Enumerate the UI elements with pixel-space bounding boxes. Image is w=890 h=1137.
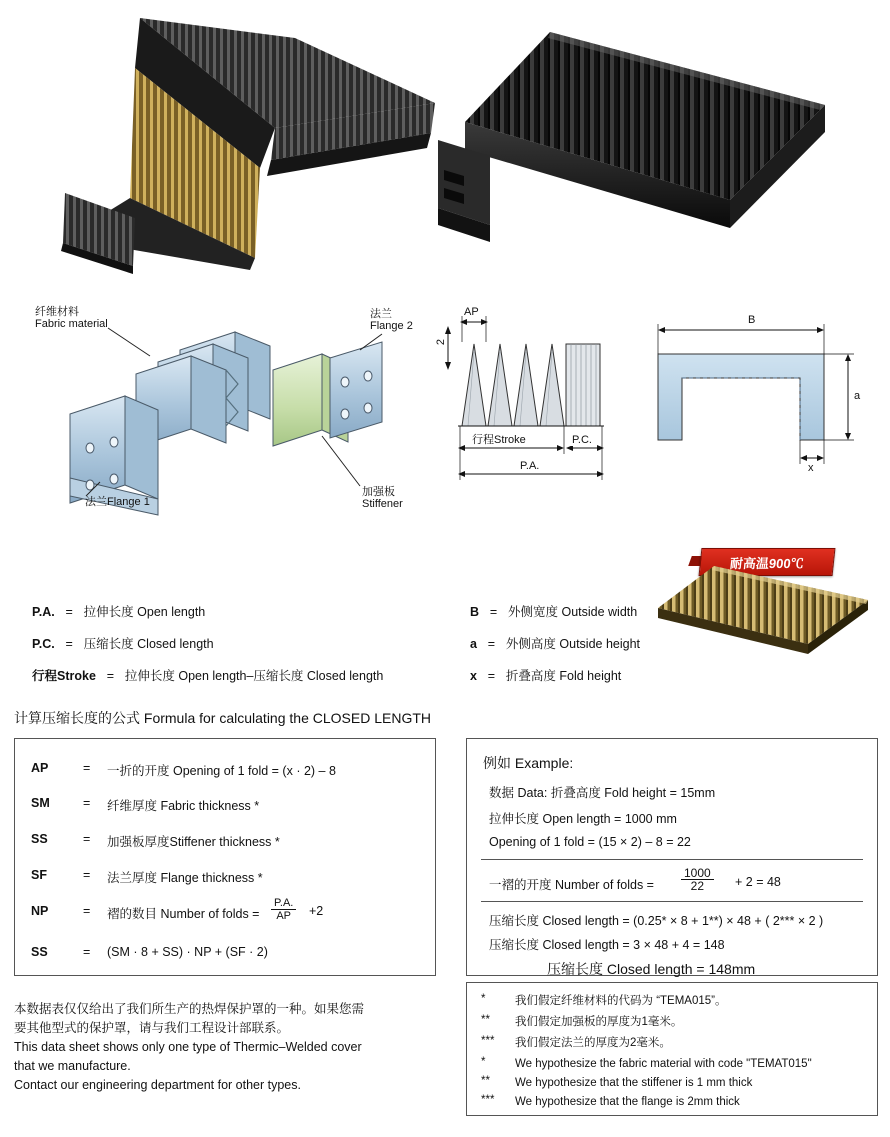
legend-text-pc: 压缩长度 Closed length: [83, 637, 214, 651]
legend-key-pa: P.A.: [32, 605, 55, 619]
legend-eq-stroke: =: [106, 669, 115, 683]
note-mark-2: **: [481, 1014, 490, 1026]
example-divider-2: [481, 901, 863, 902]
label-stiffener-en: Stiffener: [362, 498, 403, 510]
label-fabric-material-en: Fabric material: [35, 318, 108, 330]
formula-frac-num-np: P.A.: [274, 897, 294, 909]
photo-bellows-black: [430, 10, 850, 285]
formula-text-np: 褶的数目 Number of folds =: [107, 907, 260, 921]
product-photos: [0, 0, 890, 290]
formula-eq-sf: =: [83, 868, 91, 882]
formula-sym-ss1: SS: [31, 832, 48, 846]
legend-key-pc: P.C.: [32, 637, 55, 651]
bellows-black-illustration: [430, 10, 850, 285]
legend-eq-b: =: [489, 605, 498, 619]
legend-key-b: B: [470, 605, 480, 619]
photo-bellows-angled: [45, 8, 435, 278]
note-left-3: This data sheet shows only one type of Thermic–Welded cover: [14, 1040, 362, 1054]
formula-box: [14, 738, 436, 976]
example-box: [466, 738, 878, 976]
exploded-cover-diagram: [30, 306, 420, 535]
legend-text-b: 外侧宽度 Outside width: [508, 605, 638, 619]
formula-eq-ss2: =: [83, 945, 91, 959]
formula-section-title: 计算压缩长度的公式 Formula for calculating the CLOSED LENGTH: [14, 710, 431, 726]
formula-eq-sm: =: [83, 796, 91, 810]
note-left-1: 本数据表仅仅给出了我们所生产的热焊保护罩的一种。如果您需: [14, 1002, 365, 1016]
note-right-6: We hypothesize that the flange is 2mm thick: [515, 1096, 740, 1108]
example-line-1: 数据 Data: 折叠高度 Fold height = 15mm: [489, 786, 716, 800]
note-left-4: that we manufacture.: [14, 1059, 131, 1073]
formula-sym-ss2: SS: [31, 945, 48, 959]
note-right-5: We hypothesize that the stiffener is 1 mm thick: [515, 1077, 753, 1089]
formula-sym-np: NP: [31, 904, 49, 918]
formula-text-ss2: (SM · 8 + SS) · NP + (SF · 2): [107, 945, 268, 959]
example-line-5: 压缩长度 Closed length = 3 × 48 + 4 = 148: [489, 938, 725, 952]
note-left-2: 要其他型式的保护罩，请与我们工程设计部联系。: [14, 1021, 290, 1035]
note-right-3: 我们假定法兰的厚度为2毫米。: [515, 1037, 671, 1049]
formula-sym-sm: SM: [31, 796, 50, 810]
cross-section-diagram: [640, 308, 865, 538]
note-right-1: 我们假定纤维材料的代码为 “TEMA015”。: [515, 995, 727, 1007]
legend-text-pa: 拉伸长度 Open length: [83, 605, 206, 619]
note-left-5: Contact our engineering department for other types.: [14, 1078, 301, 1092]
example-line-4: 压缩长度 Closed length = (0.25* × 8 + 1**) × 48 + ( 2*** × 2 ): [489, 914, 824, 928]
label-stroke: 行程Stroke: [472, 434, 526, 446]
example-folds-prefix: 一褶的开度 Number of folds =: [489, 878, 654, 892]
label-fabric-material-cn: 纤维材料: [35, 306, 79, 318]
legend-row-x: [470, 666, 621, 684]
formula-frac-den-np: AP: [271, 909, 296, 922]
note-mark-5: **: [481, 1075, 490, 1087]
legend-block: [0, 602, 890, 698]
legend-row-a: [470, 634, 640, 652]
label-flange2-cn: 法兰: [370, 308, 392, 320]
legend-eq-pa: =: [65, 605, 73, 619]
note-mark-6: ***: [481, 1094, 495, 1106]
note-mark-4: *: [481, 1056, 486, 1068]
formula-eq-ap: =: [83, 761, 91, 775]
formula-text-sf: 法兰厚度 Flange thickness *: [107, 871, 263, 885]
label-flange2-en: Flange 2: [370, 320, 413, 332]
legend-key-a: a: [470, 637, 477, 651]
label-a: a: [854, 390, 861, 402]
formula-text-sm: 纤维厚度 Fabric thickness *: [107, 799, 260, 813]
legend-row-pa: [32, 602, 205, 620]
technical-diagrams: [0, 290, 890, 590]
note-right-4: We hypothesize the fabric material with code "TEMAT015": [515, 1058, 812, 1070]
formula-eq-np: =: [83, 904, 91, 918]
label-stiffener-cn: 加强板: [362, 486, 395, 498]
example-frac-num: 1000: [684, 866, 711, 880]
example-result: 压缩长度 Closed length = 148mm: [547, 961, 756, 977]
example-divider: [481, 859, 863, 860]
example-fraction: [681, 867, 714, 892]
note-right-2: 我们假定加强板的厚度为1毫米。: [515, 1016, 683, 1028]
formula-text-ap: 一折的开度 Opening of 1 fold = (x · 2) – 8: [107, 764, 336, 778]
section-dimension-diagram: [435, 306, 630, 538]
legend-eq-x: =: [487, 669, 496, 683]
formula-eq-ss1: =: [83, 832, 91, 846]
example-folds-suffix: + 2 = 48: [735, 875, 781, 889]
label-flange1: 法兰Flange 1: [85, 496, 150, 508]
note-mark-1: *: [481, 993, 486, 1005]
notes-left: [14, 1000, 444, 1095]
notes-right-box: [466, 982, 878, 1116]
label-2: 2: [435, 338, 448, 346]
accordion-section-svg: [440, 308, 630, 518]
cross-section-svg: [640, 308, 865, 518]
label-pc: P.C.: [572, 434, 592, 446]
legend-row-stroke: [32, 666, 383, 684]
heat-resistance-banner: 耐高温900℃: [699, 548, 836, 576]
label-b: B: [748, 314, 756, 326]
formula-suffix-np: +2: [309, 904, 324, 918]
formula-fraction-np: [271, 897, 296, 922]
legend-key-stroke: 行程Stroke: [32, 669, 96, 683]
example-line-2: 拉伸长度 Open length = 1000 mm: [489, 812, 677, 826]
note-mark-3: ***: [481, 1035, 495, 1047]
legend-row-pc: [32, 634, 214, 652]
legend-text-x: 折叠高度 Fold height: [505, 669, 622, 683]
formula-sym-sf: SF: [31, 868, 47, 882]
example-frac-den: 22: [681, 879, 714, 892]
label-pa: P.A.: [520, 460, 540, 472]
bellows-angled-illustration: [45, 8, 435, 278]
legend-eq-pc: =: [65, 637, 73, 651]
formula-sym-ap: AP: [31, 761, 49, 775]
example-line-3: Opening of 1 fold = (15 × 2) – 8 = 22: [489, 835, 691, 849]
example-title: 例如 Example:: [483, 755, 574, 771]
legend-row-b: [470, 602, 637, 620]
legend-text-stroke: 拉伸长度 Open length–压缩长度 Closed length: [124, 669, 384, 683]
label-x: x: [808, 462, 814, 474]
legend-eq-a: =: [487, 637, 496, 651]
label-ap: AP: [464, 306, 479, 318]
legend-key-x: x: [470, 669, 477, 683]
formula-text-ss1: 加强板厚度Stiffener thickness *: [107, 835, 280, 849]
legend-text-a: 外侧高度 Outside height: [505, 637, 641, 651]
